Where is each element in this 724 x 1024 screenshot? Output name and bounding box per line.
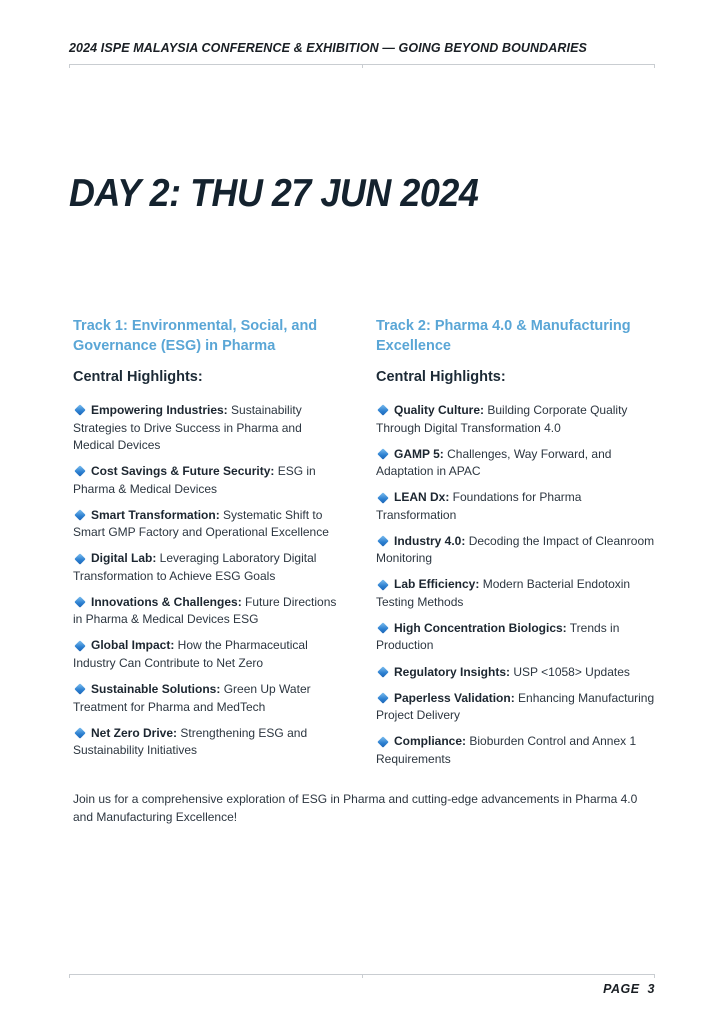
item-text: ESG in Pharma & Medical Devices (73, 464, 316, 496)
blue-diamond-icon (74, 597, 85, 608)
item-heading: Global Impact: (91, 638, 175, 653)
item-text: How the Pharmaceutical Industry Can Contribute to Net Zero (73, 638, 308, 670)
list-item (376, 664, 656, 682)
header-divider-tick (362, 65, 363, 68)
item-text: Building Corporate Quality Through Digital Transformation 4.0 (376, 403, 628, 435)
blue-diamond-icon (377, 492, 388, 503)
list-item (376, 533, 656, 568)
blue-diamond-icon (74, 509, 85, 520)
list-item (73, 637, 345, 672)
item-text: Modern Bacterial Endotoxin Testing Methods (376, 577, 631, 609)
blue-diamond-icon (377, 736, 388, 747)
item-text: Challenges, Way Forward, and Adaptation in APAC (376, 446, 612, 479)
item-heading: LEAN Dx: (394, 490, 450, 505)
blue-diamond-icon (74, 684, 85, 695)
item-heading: Empowering Industries: (91, 403, 228, 417)
item-text: Bioburden Control and Annex 1 Requirements (376, 734, 637, 766)
item-heading: Digital Lab: (91, 551, 157, 566)
blue-diamond-icon (74, 466, 85, 477)
item-heading: High Concentration Biologics: (394, 620, 567, 635)
item-text: Trends in Production (376, 620, 620, 653)
list-item (73, 681, 345, 716)
list-item (376, 733, 656, 768)
list-item (73, 594, 345, 629)
list-item (376, 446, 656, 481)
footer-divider-tick (654, 975, 655, 978)
track-1-subheading: Central Highlights: (73, 369, 203, 385)
item-text: Strengthening ESG and Sustainability Initiatives (73, 725, 308, 758)
item-heading: Quality Culture: (394, 403, 485, 417)
track-2-list (376, 402, 656, 768)
item-text: Enhancing Manufacturing Project Delivery (376, 690, 655, 723)
track-2-subheading: Central Highlights: (376, 369, 506, 385)
item-heading: Smart Transformation: (91, 507, 220, 522)
item-heading: GAMP 5: (394, 446, 444, 461)
item-text: Sustainability Strategies to Drive Success in Pharma and Medical Devices (73, 403, 302, 452)
header-divider-tick (654, 65, 655, 68)
track-2-title: Track 2: Pharma 4.0 & Manufacturing Excellence (376, 318, 631, 354)
item-text: Decoding the Impact of Cleanroom Monitoring (376, 533, 655, 566)
closing-paragraph: Join us for a comprehensive exploration of ESG in Pharma and cutting-edge advancements in Pharma 4.0 and Manufacturing Excellence! (73, 792, 638, 824)
item-heading: Paperless Validation: (394, 690, 515, 705)
blue-diamond-icon (377, 692, 388, 703)
track-1-column (73, 316, 345, 768)
item-text: Future Directions in Pharma & Medical Devices ESG (73, 594, 337, 627)
list-item (73, 550, 345, 585)
blue-diamond-icon (377, 666, 388, 677)
track-1-title: Track 1: Environmental, Social, and Governance (ESG) in Pharma (73, 318, 318, 354)
day-title: DAY 2: THU 27 JUN 2024 (69, 172, 479, 215)
item-text: USP <1058> Updates (510, 664, 630, 679)
blue-diamond-icon (74, 640, 85, 651)
item-heading: Sustainable Solutions: (91, 682, 221, 697)
item-heading: Net Zero Drive: (91, 725, 178, 740)
blue-diamond-icon (377, 623, 388, 634)
list-item (73, 463, 345, 498)
track-2-column (376, 316, 656, 777)
item-heading: Lab Efficiency: (394, 577, 480, 592)
item-text: Systematic Shift to Smart GMP Factory and Operational Excellence (73, 507, 329, 540)
list-item (376, 690, 656, 725)
item-text: Green Up Water Treatment for Pharma and MedTech (73, 682, 311, 714)
item-heading: Compliance: (394, 734, 467, 749)
item-heading: Industry 4.0: (394, 533, 466, 548)
header-title: 2024 ISPE MALAYSIA CONFERENCE & EXHIBITION — GOING BEYOND BOUNDARIES (69, 41, 587, 55)
list-item (376, 402, 656, 437)
blue-diamond-icon (74, 727, 85, 738)
list-item (73, 402, 345, 455)
item-text: Foundations for Pharma Transformation (376, 490, 582, 522)
blue-diamond-icon (74, 405, 85, 416)
list-item (376, 489, 656, 524)
list-item (376, 620, 656, 655)
item-heading: Cost Savings & Future Security: (91, 464, 275, 479)
blue-diamond-icon (377, 405, 388, 416)
list-item (376, 576, 656, 611)
footer-divider-tick (69, 975, 70, 978)
list-item (73, 507, 345, 542)
blue-diamond-icon (377, 535, 388, 546)
item-heading: Regulatory Insights: (394, 664, 511, 679)
blue-diamond-icon (74, 553, 85, 564)
header-divider-tick (69, 65, 70, 68)
blue-diamond-icon (377, 448, 388, 459)
item-text: Leveraging Laboratory Digital Transformation to Achieve ESG Goals (73, 551, 317, 583)
list-item (73, 725, 345, 760)
item-heading: Innovations & Challenges: (91, 594, 242, 609)
blue-diamond-icon (377, 579, 388, 590)
page-number: PAGE 3 (603, 982, 655, 996)
footer-divider-tick (362, 975, 363, 978)
track-1-list (73, 402, 345, 760)
